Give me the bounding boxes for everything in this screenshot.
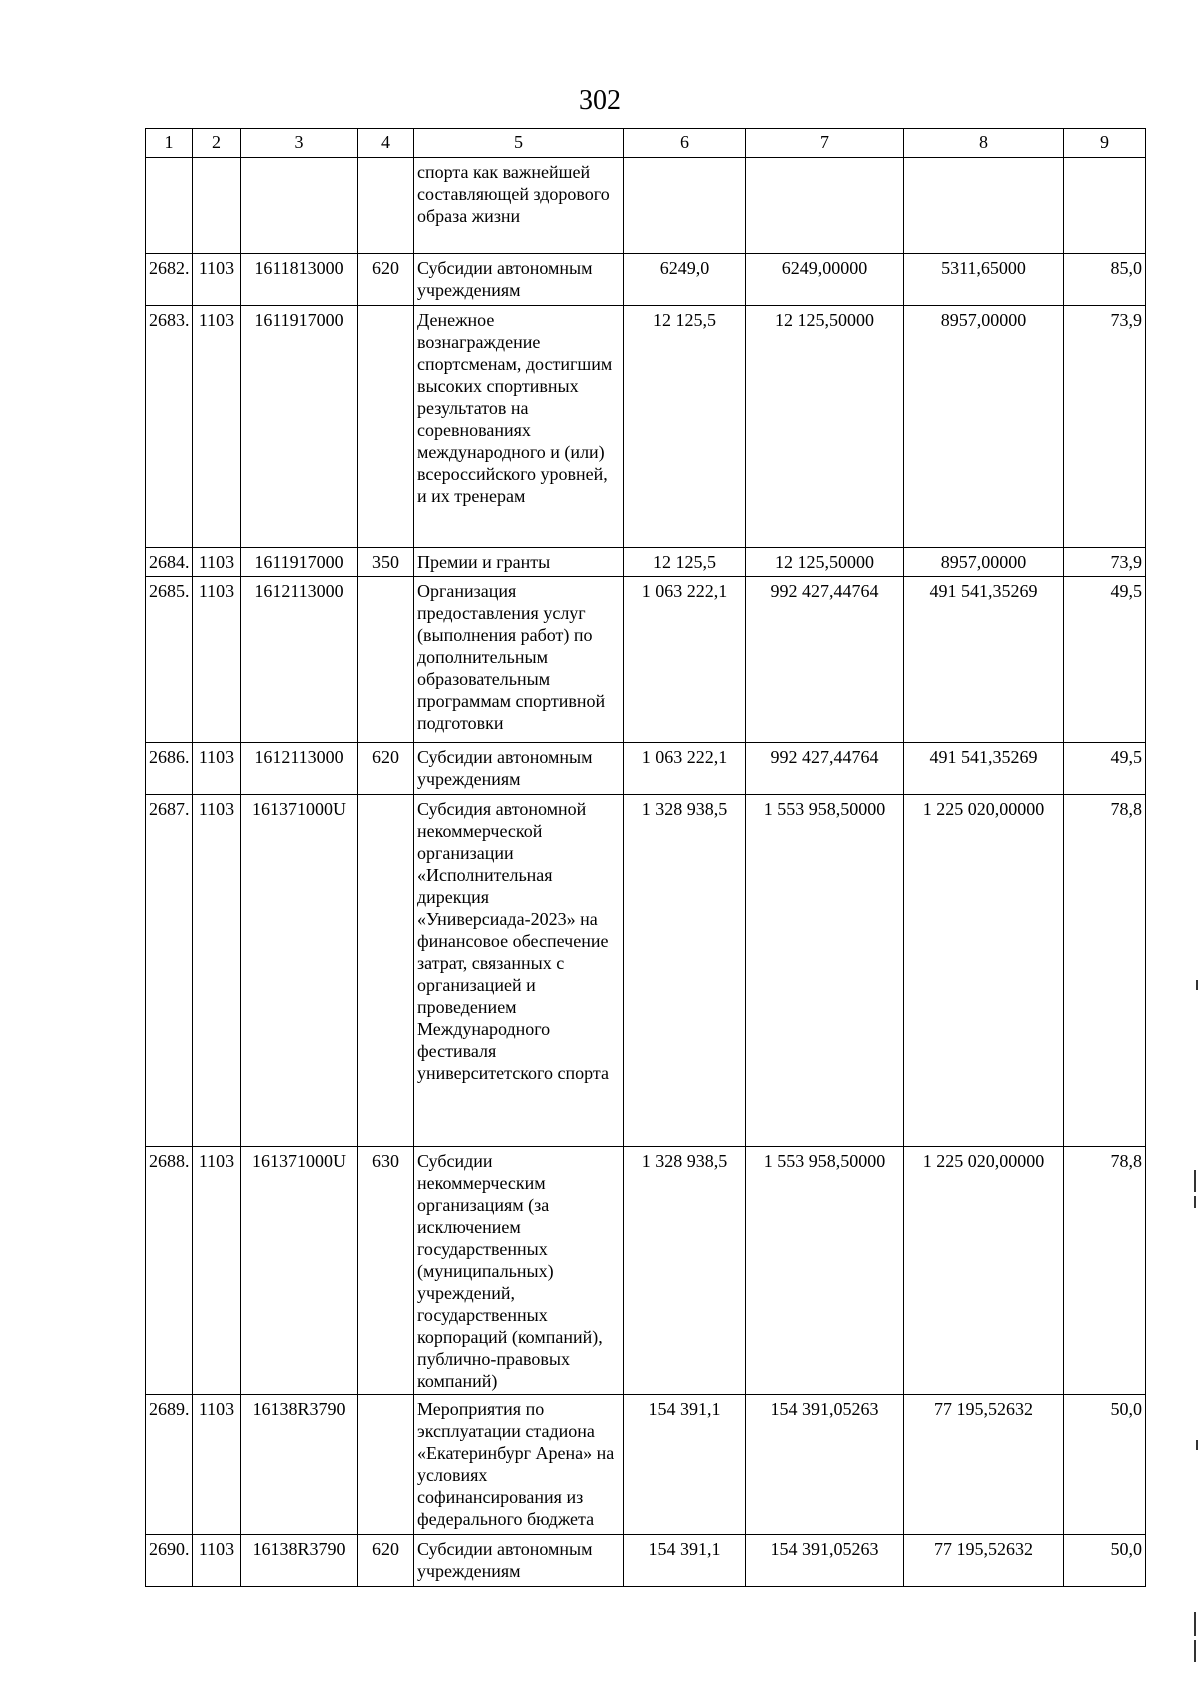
- plan-amount: 1 328 938,5: [624, 795, 746, 1147]
- executed-amount: 8957,00000: [904, 548, 1064, 577]
- executed-amount: 1 225 020,00000: [904, 1147, 1064, 1395]
- column-header: 5: [414, 129, 624, 158]
- target-article-code: 161371000U: [241, 1147, 358, 1395]
- table-row: [146, 1147, 1146, 1395]
- plan-amount: 154 391,1: [624, 1395, 746, 1535]
- scan-artifact-mark: [1194, 1640, 1196, 1662]
- item-name: Субсидии некоммерческим организациям (за исключением государственных (муниципальных) учреждений, государственных корпораций (компаний), публично-правовых компаний): [414, 1147, 624, 1395]
- refined-amount: 154 391,05263: [746, 1535, 904, 1587]
- refined-amount: 992 427,44764: [746, 743, 904, 795]
- page-number: 302: [579, 85, 621, 116]
- item-name: Субсидия автономной некоммерческой организации «Исполнительная дирекция «Универсиада-2023» на финансовое обеспечение затрат, связанных с организацией и проведением Международного фестиваля университетского спорта: [414, 795, 624, 1147]
- expense-type-code: 350: [358, 548, 414, 577]
- plan-amount: 154 391,1: [624, 1535, 746, 1587]
- refined-amount: 6249,00000: [746, 254, 904, 306]
- expense-type-code: 620: [358, 743, 414, 795]
- executed-amount: 77 195,52632: [904, 1395, 1064, 1535]
- section-code: 1103: [193, 795, 241, 1147]
- section-code: 1103: [193, 548, 241, 577]
- item-name: Мероприятия по эксплуатации стадиона «Екатеринбург Арена» на условиях софинансирования из федерального бюджета: [414, 1395, 624, 1535]
- plan-amount: 12 125,5: [624, 306, 746, 548]
- target-article-code: 1612113000: [241, 743, 358, 795]
- execution-percent: 49,5: [1064, 743, 1146, 795]
- plan-amount: 1 063 222,1: [624, 743, 746, 795]
- row-number: 2688.: [146, 1147, 193, 1395]
- scan-artifact-mark: [1196, 980, 1198, 990]
- item-name: спорта как важнейшей составляющей здорового образа жизни: [414, 158, 624, 254]
- target-article-code: 1611917000: [241, 548, 358, 577]
- section-code: 1103: [193, 306, 241, 548]
- execution-percent: 78,8: [1064, 1147, 1146, 1395]
- expense-type-code: [358, 795, 414, 1147]
- target-article-code: 1612113000: [241, 577, 358, 743]
- row-number: 2690.: [146, 1535, 193, 1587]
- plan-amount: 1 328 938,5: [624, 1147, 746, 1395]
- target-article-code: 1611917000: [241, 306, 358, 548]
- execution-percent: [1064, 158, 1146, 254]
- column-header: 3: [241, 129, 358, 158]
- column-header: 7: [746, 129, 904, 158]
- execution-percent: 49,5: [1064, 577, 1146, 743]
- refined-amount: 1 553 958,50000: [746, 1147, 904, 1395]
- column-header: 2: [193, 129, 241, 158]
- table-row: [146, 795, 1146, 1147]
- execution-percent: 50,0: [1064, 1395, 1146, 1535]
- plan-amount: 6249,0: [624, 254, 746, 306]
- scan-artifact-mark: [1194, 1170, 1196, 1192]
- target-article-code: 16138R3790: [241, 1395, 358, 1535]
- executed-amount: [904, 158, 1064, 254]
- refined-amount: 154 391,05263: [746, 1395, 904, 1535]
- executed-amount: 8957,00000: [904, 306, 1064, 548]
- executed-amount: 491 541,35269: [904, 743, 1064, 795]
- refined-amount: [746, 158, 904, 254]
- section-code: 1103: [193, 1147, 241, 1395]
- column-header: 1: [146, 129, 193, 158]
- table-row: [146, 306, 1146, 548]
- row-number: 2682.: [146, 254, 193, 306]
- execution-percent: 73,9: [1064, 548, 1146, 577]
- item-name: Организация предоставления услуг (выполнения работ) по дополнительным образовательным программам спортивной подготовки: [414, 577, 624, 743]
- expense-type-code: 620: [358, 254, 414, 306]
- column-header: 4: [358, 129, 414, 158]
- expense-type-code: [358, 306, 414, 548]
- item-name: Премии и гранты: [414, 548, 624, 577]
- item-name: Субсидии автономным учреждениям: [414, 743, 624, 795]
- budget-table: [145, 128, 1146, 1587]
- plan-amount: 12 125,5: [624, 548, 746, 577]
- table-row: [146, 158, 1146, 254]
- expense-type-code: [358, 1395, 414, 1535]
- row-number: 2687.: [146, 795, 193, 1147]
- execution-percent: 85,0: [1064, 254, 1146, 306]
- execution-percent: 78,8: [1064, 795, 1146, 1147]
- refined-amount: 1 553 958,50000: [746, 795, 904, 1147]
- column-header: 9: [1064, 129, 1146, 158]
- expense-type-code: 630: [358, 1147, 414, 1395]
- section-code: 1103: [193, 1535, 241, 1587]
- row-number: 2686.: [146, 743, 193, 795]
- scan-artifact-mark: [1194, 1196, 1196, 1208]
- item-name: Субсидии автономным учреждениям: [414, 1535, 624, 1587]
- column-header: 6: [624, 129, 746, 158]
- row-number: 2683.: [146, 306, 193, 548]
- expense-type-code: [358, 577, 414, 743]
- table-row: [146, 1395, 1146, 1535]
- scan-artifact-mark: [1196, 1440, 1198, 1450]
- target-article-code: 1611813000: [241, 254, 358, 306]
- column-header: 8: [904, 129, 1064, 158]
- header-row: [146, 129, 1146, 158]
- section-code: 1103: [193, 743, 241, 795]
- target-article-code: [241, 158, 358, 254]
- plan-amount: [624, 158, 746, 254]
- table-row: [146, 577, 1146, 743]
- execution-percent: 50,0: [1064, 1535, 1146, 1587]
- target-article-code: 161371000U: [241, 795, 358, 1147]
- scan-artifact-mark: [1194, 1612, 1196, 1636]
- item-name: Субсидии автономным учреждениям: [414, 254, 624, 306]
- executed-amount: 5311,65000: [904, 254, 1064, 306]
- target-article-code: 16138R3790: [241, 1535, 358, 1587]
- plan-amount: 1 063 222,1: [624, 577, 746, 743]
- execution-percent: 73,9: [1064, 306, 1146, 548]
- row-number: [146, 158, 193, 254]
- executed-amount: 77 195,52632: [904, 1535, 1064, 1587]
- table-row: [146, 743, 1146, 795]
- expense-type-code: 620: [358, 1535, 414, 1587]
- section-code: 1103: [193, 577, 241, 743]
- section-code: [193, 158, 241, 254]
- row-number: 2685.: [146, 577, 193, 743]
- executed-amount: 1 225 020,00000: [904, 795, 1064, 1147]
- refined-amount: 12 125,50000: [746, 306, 904, 548]
- executed-amount: 491 541,35269: [904, 577, 1064, 743]
- item-name: Денежное вознаграждение спортсменам, достигшим высоких спортивных результатов на соревнованиях международного и (или) всероссийского уровней, и их тренерам: [414, 306, 624, 548]
- table-row: [146, 254, 1146, 306]
- row-number: 2684.: [146, 548, 193, 577]
- row-number: 2689.: [146, 1395, 193, 1535]
- refined-amount: 12 125,50000: [746, 548, 904, 577]
- table-row: [146, 1535, 1146, 1587]
- section-code: 1103: [193, 1395, 241, 1535]
- section-code: 1103: [193, 254, 241, 306]
- refined-amount: 992 427,44764: [746, 577, 904, 743]
- expense-type-code: [358, 158, 414, 254]
- table-row: [146, 548, 1146, 577]
